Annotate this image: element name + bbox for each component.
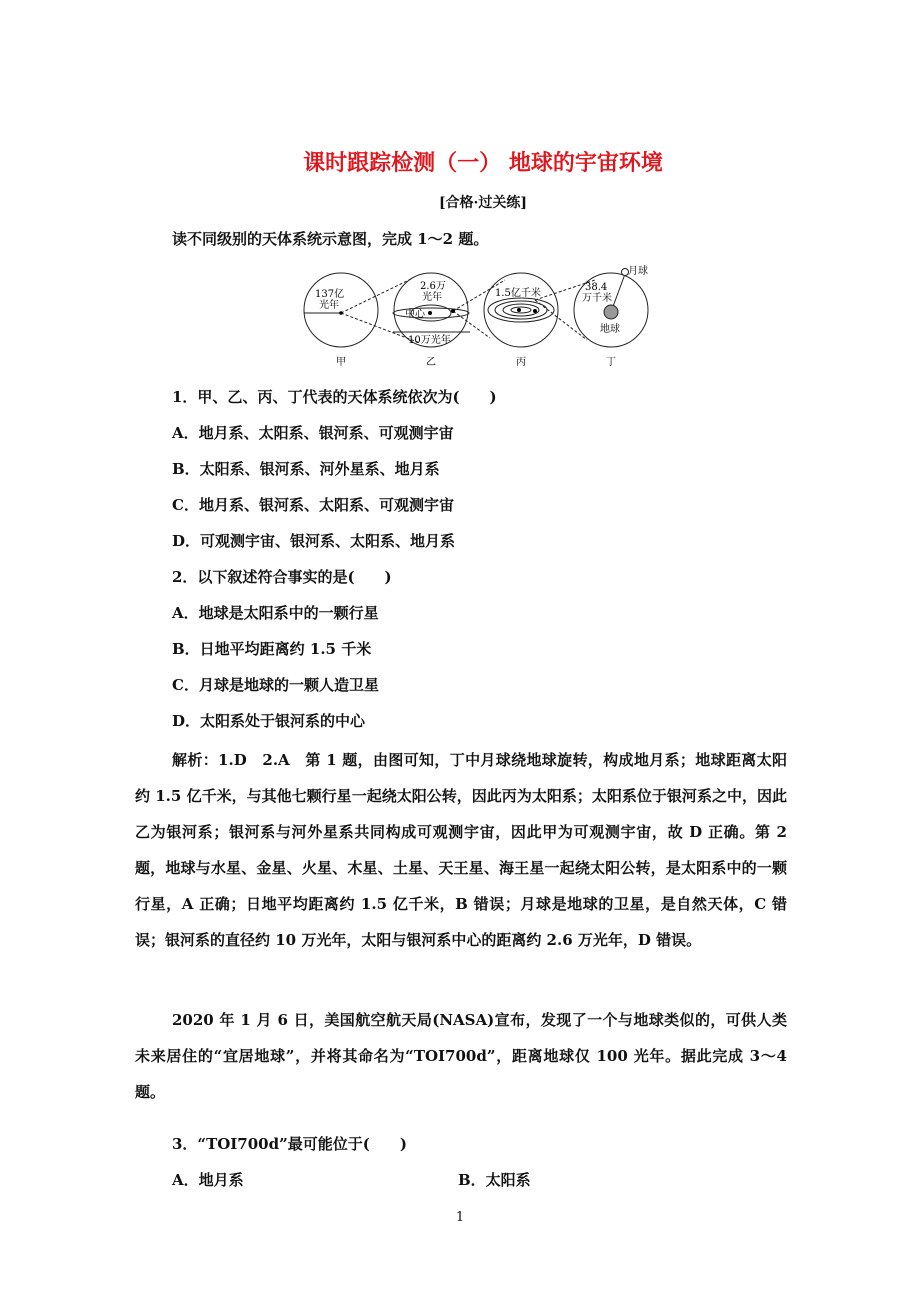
label-ding: 丁 (606, 357, 616, 368)
page-number: 1 (455, 1210, 465, 1225)
celestial-systems-diagram (295, 260, 665, 370)
yi-center: 中心 (405, 309, 425, 320)
ding-dist-1: 38.4 (585, 282, 608, 293)
q1-option-b: B．太阳系、银河系、河外星系、地月系 (172, 460, 440, 478)
q2-option-b: B．日地平均距离约 1.5 千米 (172, 640, 372, 658)
ding-moon: 月球 (628, 266, 648, 277)
section-subtitle: [合格·过关练] (438, 195, 528, 211)
q1-option-c: C．地月系、银河系、太阳系、可观测宇宙 (172, 496, 454, 514)
q1-option-a: A．地月系、太阳系、银河系、可观测宇宙 (172, 424, 454, 442)
yi-dist-1: 2.6万 (420, 281, 446, 292)
q2-option-c: C．月球是地球的一颗人造卫星 (172, 676, 379, 694)
label-yi: 乙 (426, 357, 436, 368)
question-2: 2．以下叙述符合事实的是( ) (172, 568, 392, 586)
label-jia: 甲 (336, 357, 346, 368)
bing-dist: 1.5亿千米 (495, 288, 541, 299)
jia-scale-2: 光年 (319, 300, 339, 311)
page-title: 课时跟踪检测（一） 地球的宇宙环境 (303, 150, 663, 176)
ding-earth: 地球 (600, 324, 620, 335)
q3-option-a: A．地月系 (172, 1171, 244, 1189)
q3-option-b: B．太阳系 (458, 1171, 531, 1189)
analysis-paragraph: 解析：1.D 2.A 第 1 题，由图可知，丁中月球绕地球旋转，构成地月系；地球距离太阳约 1.5 亿千米，与其他七颗行星一起绕太阳公转，因此丙为太阳系；太阳系位于银河系之中，因此乙为银河系；银河系与河外星系共同构成可观测宇宙，因此甲为可观测宇宙，故 D 正确。第 2 题，地球与水星、金星、火星、木星、土星、天王星、海王星一起绕太阳公转，是太阳系中的一颗行星，A 正确；日地平均距离约 1.5 亿千米，B 错误；月球是地球的卫星，是自然天体，C 错误；银河系的直径约 10 万光年，太阳与银河系中心的距离约 2.6 万光年，D 错误。 (135, 751, 787, 949)
passage-paragraph: 2020 年 1 月 6 日，美国航空航天局(NASA)宣布，发现了一个与地球类似的，可供人类未来居住的“宜居地球”，并将其命名为“TOI700d”，距离地球仅 100 光年。据此完成 3～4 题。 (135, 1011, 787, 1101)
ding-dist-2: 万千米 (582, 293, 612, 304)
q2-option-a: A．地球是太阳系中的一颗行星 (172, 604, 379, 622)
intro-text: 读不同级别的天体系统示意图，完成 1～2 题。 (172, 230, 489, 248)
yi-dist-2: 光年 (422, 292, 442, 303)
jia-scale-1: 137亿 (315, 289, 345, 300)
question-1: 1．甲、乙、丙、丁代表的天体系统依次为( ) (172, 388, 497, 406)
q1-option-d: D．可观测宇宙、银河系、太阳系、地月系 (172, 532, 456, 550)
label-bing: 丙 (516, 357, 526, 368)
q2-option-d: D．太阳系处于银河系的中心 (172, 712, 366, 730)
question-3: 3．“TOI700d”最可能位于( ) (172, 1135, 407, 1153)
yi-width: 10万光年 (408, 335, 451, 346)
